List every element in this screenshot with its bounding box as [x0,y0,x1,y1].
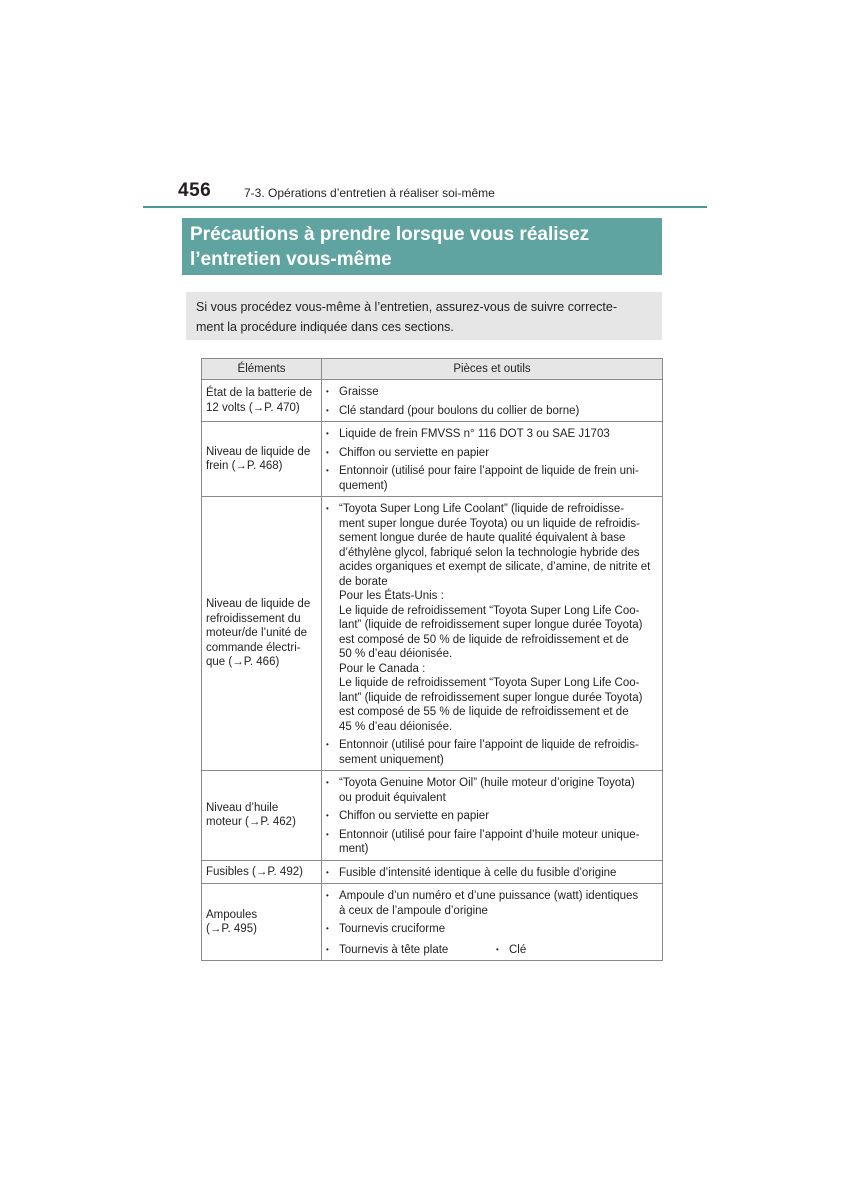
tools-table [201,358,663,961]
title-line: l’entretien vous-même [190,249,392,270]
part-text-line: Fusible d’intensité identique à celle du fusible d’origine [339,866,617,879]
bullet-icon: • [326,811,329,820]
part-text-line: sement uniquement) [339,753,444,766]
part-text-line: quement) [339,479,388,492]
item-label-line: Fusibles (→P. 492) [206,865,303,878]
part-text-line: 50 % d’eau déionisée. [339,648,453,660]
intro-line: ment la procédure indiquée dans ces sections. [196,320,454,334]
section-title: 7-3. Opérations d’entretien à réaliser soi-même [244,186,495,200]
part-bullet-item [326,809,656,824]
part-text [339,809,656,824]
part-text [339,889,656,918]
parts-cell [322,497,663,771]
part-text-line: Pour le Canada : [339,662,426,675]
part-text-line: Tournevis à tête plate [339,943,449,956]
part-text-line: Chiffon ou serviette en papier [339,810,490,822]
bullet-icon: • [326,466,329,475]
part-text-line: à ceux de l’ampoule d’origine [339,904,488,917]
item-label-line: Niveau de liquide de [206,445,311,458]
parts-cell [322,422,663,497]
bullet-icon: • [326,944,329,954]
part-bullet-item [326,866,656,881]
item-label-line: État de la batterie de [206,387,313,399]
parts-cell [322,884,663,961]
item-label-line: moteur (→P. 462) [206,816,296,829]
item-label-line: Niveau d’huile [206,801,279,814]
item-label-line: 12 volts (→P. 470) [206,401,300,414]
part-bullet-item [326,776,656,805]
intro-box [186,292,662,340]
table-row [202,422,663,497]
item-cell [202,860,322,884]
parts-pair [326,941,656,958]
part-bullet-item [326,385,656,400]
bullet-icon: • [326,429,329,438]
part-bullet-item [326,738,656,767]
parts-cell [322,380,663,422]
part-text-line: Graisse [339,386,379,398]
part-text [339,427,656,442]
column-header-parts: Pièces et outils [322,359,663,380]
part-text-line: est composé de 55 % de liquide de refroidissement et de [339,706,629,718]
part-bullet-item [326,404,656,419]
part-bullet-item [326,502,656,734]
part-text [509,943,526,958]
part-text [339,446,656,461]
bullet-icon: • [326,504,329,513]
part-bullet-item [326,446,656,461]
bullet-icon: • [326,447,329,457]
table-row [202,771,663,861]
part-text-line: “Toyota Super Long Life Coolant” (liquide de refroidisse- [339,503,625,515]
part-text-line: Le liquide de refroidissement “Toyota Super Long Life Coo- [339,604,640,617]
part-text [339,866,656,881]
table-row [202,884,663,961]
part-text-line: 45 % d’eau déionisée. [339,720,453,733]
parts-cell [322,860,663,884]
part-text-line: Entonnoir (utilisé pour faire l’appoint d’huile moteur unique- [339,828,640,841]
part-bullet-item [326,889,656,918]
part-text-line: Le liquide de refroidissement “Toyota Super Long Life Coo- [339,677,640,689]
item-label-line: moteur/de l’unité de [206,627,308,640]
part-bullet-item [496,943,526,958]
item-label-line: refroidissement du [206,612,301,625]
item-cell [202,771,322,861]
part-text-line: ment) [339,843,369,855]
table-body [202,380,663,961]
item-cell [202,884,322,961]
bullet-icon: • [496,944,499,954]
page-number: 456 [178,180,212,201]
part-text-line: Clé standard (pour boulons du collier de borne) [339,404,580,417]
bullet-icon: • [326,740,329,749]
bullet-icon: • [326,387,329,396]
item-label-line: que (→P. 466) [206,656,280,669]
bullet-icon: • [326,924,329,933]
bullet-icon: • [326,829,329,839]
table-header-row [202,359,663,380]
part-text-line: Clé [509,943,527,956]
part-text-line: Pour les États-Unis : [339,590,444,602]
bullet-icon: • [326,778,329,787]
part-text-line: Entonnoir (utilisé pour faire l’appoint de liquide de frein uni- [339,465,639,477]
part-bullet-item [326,943,496,958]
part-text [339,738,656,767]
part-text-line: Liquide de frein FMVSS n° 116 DOT 3 ou SAE J1703 [339,428,610,440]
part-text-line: ment super longue durée Toyota) ou un liquide de refroidis- [339,517,640,530]
part-text [339,776,656,805]
table-row [202,380,663,422]
part-text-line: sement longue durée de haute qualité équivalent à base [339,532,626,544]
part-text [339,385,656,400]
part-text [339,943,496,958]
bullet-icon: • [326,891,329,900]
parts-cell [322,771,663,861]
part-text [339,464,656,493]
table-row [202,497,663,771]
item-cell [202,380,322,422]
part-text-line: lant” (liquide de refroidissement super longue durée Toyota) [339,619,643,631]
part-text-line: ou produit équivalent [339,791,446,804]
part-text-line: “Toyota Genuine Motor Oil” (huile moteur d’origine Toyota) [339,777,635,789]
header-rule [143,206,707,208]
bullet-icon: • [326,405,329,415]
part-text-line: Entonnoir (utilisé pour faire l’appoint de liquide de refroidis- [339,739,639,751]
part-text-line: Chiffon ou serviette en papier [339,446,490,459]
part-bullet-item [326,464,656,493]
part-text [339,404,656,419]
part-text-line: d’éthylène glycol, fabriqué selon la technologie hybride des [339,546,640,559]
part-text-line: acides organiques et exempt de silicate, d’amine, de nitrite et [339,561,651,573]
part-text-line: est composé de 50 % de liquide de refroidissement et de [339,633,629,646]
item-cell [202,497,322,771]
bullet-icon: • [326,867,329,877]
table-row [202,860,663,884]
part-bullet-item [326,427,656,442]
part-text-line: de borate [339,575,388,588]
part-text [339,502,656,734]
item-label-line: frein (→P. 468) [206,460,283,472]
part-bullet-item [326,922,656,937]
item-label-line: (→P. 495) [206,923,257,935]
title-line: Précautions à prendre lorsque vous réalisez [190,224,590,245]
item-label-line: Ampoules [206,908,258,921]
part-text-line: Ampoule d’un numéro et d’une puissance (watt) identiques [339,890,639,902]
part-bullet-item [326,828,656,857]
page-title [182,218,662,275]
item-label-line: commande électri- [206,641,301,654]
part-text-line: lant” (liquide de refroidissement super longue durée Toyota) [339,691,643,704]
item-label-line: Niveau de liquide de [206,598,311,611]
part-text [339,828,656,857]
item-cell [202,422,322,497]
part-text-line: Tournevis cruciforme [339,923,446,935]
part-text [339,922,656,937]
intro-line: Si vous procédez vous-même à l’entretien, assurez-vous de suivre correcte- [196,300,618,314]
column-header-items: Éléments [202,359,322,380]
